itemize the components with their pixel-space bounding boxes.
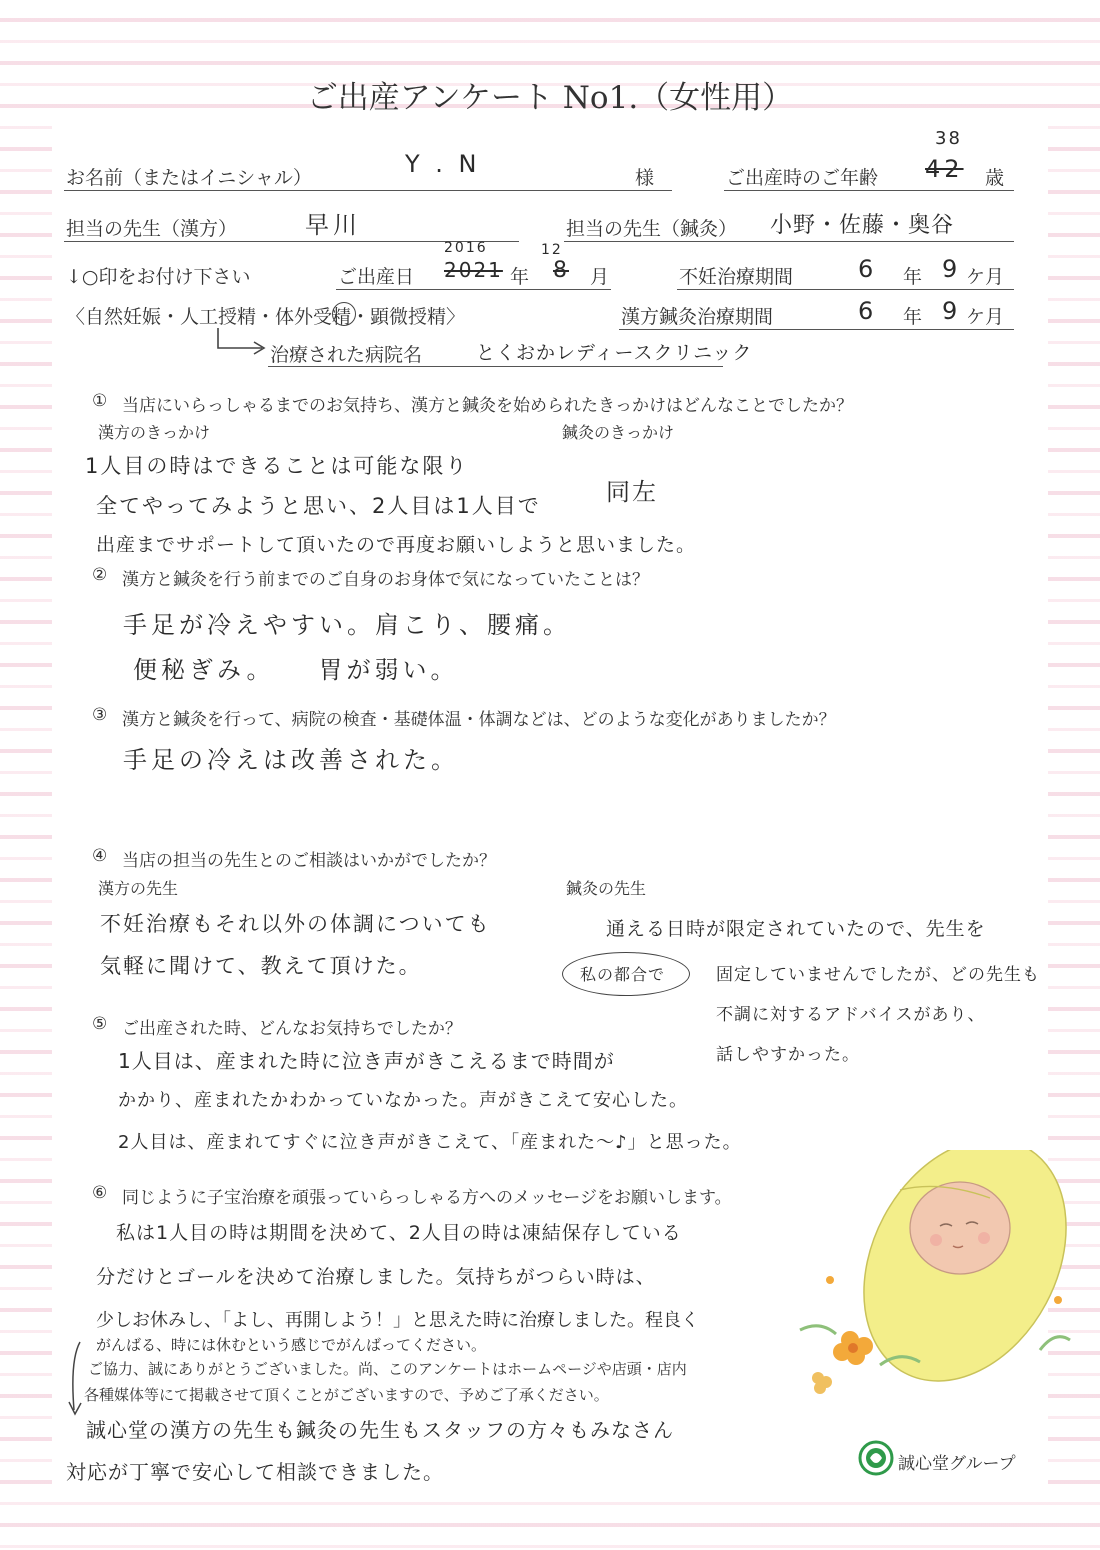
fertility-years: 6	[858, 255, 878, 283]
q4-answer-circle: 私の都合で	[580, 965, 666, 984]
q1-text: 当店にいらっしゃるまでのお気持ち、漢方と鍼灸を始められたきっかけはどんなことでしたか？	[122, 396, 853, 416]
arrow-icon	[210, 326, 270, 358]
q1-sub-right: 鍼灸のきっかけ	[562, 423, 675, 442]
name-label: お名前（またはイニシャル）	[66, 167, 312, 189]
closing-note-line: 各種媒体等にて掲載させて頂くことがございますので、予めご了承ください。	[84, 1386, 609, 1404]
kampo-years: 6	[858, 297, 878, 325]
closing-answer-line: 対応が丁寧で安心して相談できました。	[66, 1460, 444, 1484]
baby-illustration	[790, 1150, 1080, 1410]
kampo-period-label: 漢方鍼灸治療期間	[621, 306, 774, 328]
q1-answer-line: 全てやってみようと思い、2人目は1人目で	[96, 494, 541, 518]
q6-answer-line: 少しお休みし、「よし、再開しよう！」と思えた時に治療しました。程良く	[96, 1310, 699, 1331]
age-unit: 歳	[985, 167, 1005, 189]
birth-date-underline	[336, 289, 611, 290]
fertility-years-unit: 年	[903, 266, 923, 288]
fertility-months-unit: ケ月	[966, 266, 1005, 288]
fertility-period-underline	[677, 289, 1014, 290]
q5-answer-line: 1人目は、産まれた時に泣き声がきこえるまで時間が	[118, 1049, 615, 1073]
fertility-months: 9	[942, 255, 962, 283]
kampo-teacher-value: 早川	[305, 211, 361, 239]
q6-answer-line: 私は1人目の時は期間を決めて、2人目の時は凍結保存している	[116, 1222, 682, 1244]
q3-text: 漢方と鍼灸を行って、病院の検査・基礎体温・体調などは、どのような変化がありましたか？	[122, 710, 836, 730]
month-unit: 月	[590, 266, 610, 288]
q6-answer-line: 分だけとゴールを決めて治療しました。気持ちがつらい時は、	[96, 1266, 656, 1288]
hospital-value: とくおかレディースクリニック	[476, 342, 753, 364]
q4-answer-right-line: 話しやすかった。	[716, 1045, 860, 1065]
closing-note-line: ご協力、誠にありがとうございました。尚、このアンケートはホームページや店頭・店内	[88, 1360, 687, 1378]
group-logo-text: 誠心堂グループ	[898, 1454, 1016, 1474]
kampo-years-unit: 年	[903, 306, 923, 328]
q1-number: ①	[92, 391, 108, 411]
q6-number: ⑥	[92, 1183, 108, 1203]
conception-options: 〈自然妊娠・人工授精・体外受精・顕微授精〉	[66, 306, 466, 328]
hospital-underline	[268, 366, 723, 367]
q4-answer-left-line: 不妊治療もそれ以外の体調についても	[100, 912, 491, 936]
q1-answer-line: 出産までサポートして頂いたので再度お願いしようと思いました。	[96, 534, 697, 556]
q4-answer-right-line: 通える日時が限定されていたので、先生を	[606, 918, 986, 940]
kampo-period-underline	[619, 329, 1014, 330]
q4-answer-right-line: 不調に対するアドバイスがあり、	[716, 1005, 986, 1025]
kampo-teacher-label: 担当の先生（漢方）	[66, 218, 238, 240]
age-label: ご出産時のご年齢	[726, 167, 879, 189]
name-suffix: 様	[635, 167, 655, 189]
q2-answer-line: 便秘ぎみ。 胃が弱い。	[133, 656, 459, 684]
q5-answer-line: かかり、産まれたかわかっていなかった。声がきこえて安心した。	[118, 1090, 688, 1111]
birth-year-correction: 2016	[444, 240, 488, 256]
birth-year: 2021	[444, 258, 503, 282]
q6-answer-line: がんばる、時には休むという感じでがんばってください。	[96, 1336, 487, 1354]
q5-number: ⑤	[92, 1014, 108, 1034]
acu-teacher-label: 担当の先生（鍼灸）	[566, 218, 738, 240]
name-underline	[64, 190, 672, 191]
kampo-months: 9	[942, 297, 962, 325]
selected-option-circle	[332, 302, 356, 326]
q4-answer-right-line: 固定していませんでしたが、どの先生も	[716, 965, 1040, 985]
q4-text: 当店の担当の先生とのご相談はいかがでしたか？	[122, 851, 496, 871]
q4-answer-left-line: 気軽に聞けて、教えて頂けた。	[100, 954, 422, 978]
birth-month: 8	[553, 258, 569, 283]
age-value: 42	[925, 155, 964, 183]
seishindo-logo-icon	[858, 1440, 894, 1476]
q2-number: ②	[92, 565, 108, 585]
q4-sub-left: 漢方の先生	[98, 879, 179, 898]
acu-teacher-value: 小野・佐藤・奥谷	[770, 213, 955, 238]
q1-answer-right: 同左	[606, 478, 658, 506]
hospital-label: 治療された病院名	[270, 344, 423, 366]
q5-text: ご出産された時、どんなお気持ちでしたか？	[122, 1019, 462, 1039]
q4-sub-right: 鍼灸の先生	[566, 879, 647, 898]
q5-answer-line: 2人目は、産まれてすぐに泣き声がきこえて、「産まれた〜♪」と思った。	[118, 1132, 742, 1153]
birth-month-correction: 12	[541, 242, 563, 258]
year-unit: 年	[510, 266, 530, 288]
q3-answer-line: 手足の冷えは改善された。	[123, 746, 459, 774]
birth-date-label: ご出産日	[338, 266, 415, 288]
age-underline	[724, 190, 1014, 191]
q2-answer-line: 手足が冷えやすい。肩こり、腰痛。	[123, 611, 571, 639]
margin-arrow-icon	[66, 1340, 88, 1425]
q4-number: ④	[92, 846, 108, 866]
flower-icon	[833, 1331, 873, 1365]
q2-text: 漢方と鍼灸を行う前までのご自身のお身体で気になっていたことは？	[122, 570, 649, 590]
page-title: ご出産アンケート No1.（女性用）	[306, 80, 794, 116]
fertility-period-label: 不妊治療期間	[679, 266, 794, 288]
acu-teacher-underline	[564, 241, 1014, 242]
name-value: Y . N	[405, 150, 481, 178]
q3-number: ③	[92, 705, 108, 725]
closing-answer-line: 誠心堂の漢方の先生も鍼灸の先生もスタッフの方々もみなさん	[86, 1418, 674, 1442]
q1-answer-line: 1人目の時はできることは可能な限り	[85, 454, 469, 478]
age-correction: 38	[935, 128, 962, 149]
circle-instruction: ↓○印をお付け下さい	[66, 266, 251, 288]
kampo-months-unit: ケ月	[966, 306, 1005, 328]
q6-text: 同じように子宝治療を頑張っていらっしゃる方へのメッセージをお願いします。	[122, 1188, 732, 1208]
q1-sub-left: 漢方のきっかけ	[98, 423, 211, 442]
